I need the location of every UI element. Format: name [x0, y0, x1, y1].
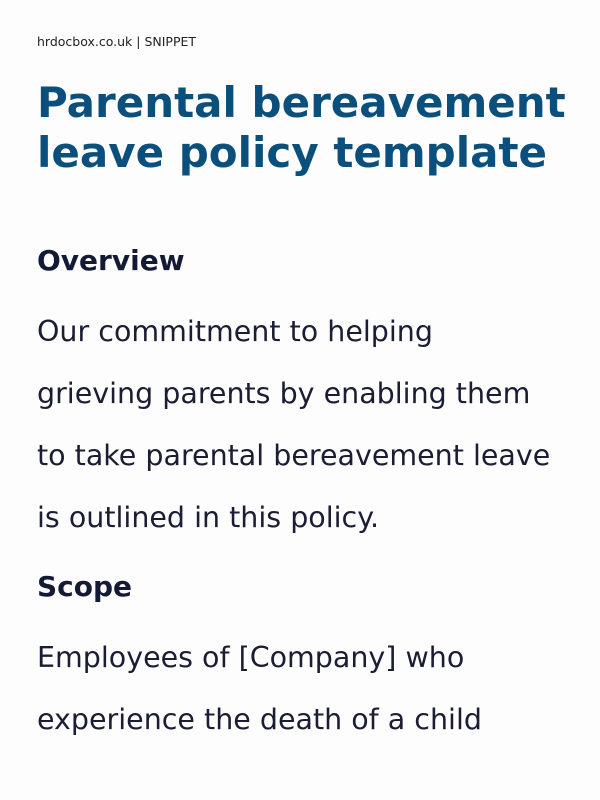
section-heading-overview: Overview — [37, 244, 185, 277]
scope-paragraph — [37, 642, 482, 766]
paragraph-line: Our commitment to helping — [37, 315, 433, 348]
paragraph-line: to take parental bereavement leave — [37, 439, 551, 472]
document-title-line: Parental bereavement — [37, 78, 566, 127]
section-heading-scope: Scope — [37, 570, 133, 603]
paragraph-line: Employees of [Company] who — [37, 641, 465, 674]
paragraph-line: grieving parents by enabling them — [37, 377, 531, 410]
paragraph-line: is outlined in this policy. — [37, 501, 380, 534]
source-caption: hrdocbox.co.uk | SNIPPET — [37, 34, 197, 49]
paragraph-line: experience the death of a child — [37, 703, 482, 736]
document-title — [37, 78, 566, 178]
overview-paragraph — [37, 316, 550, 564]
document-title-line: leave policy template — [37, 128, 548, 177]
